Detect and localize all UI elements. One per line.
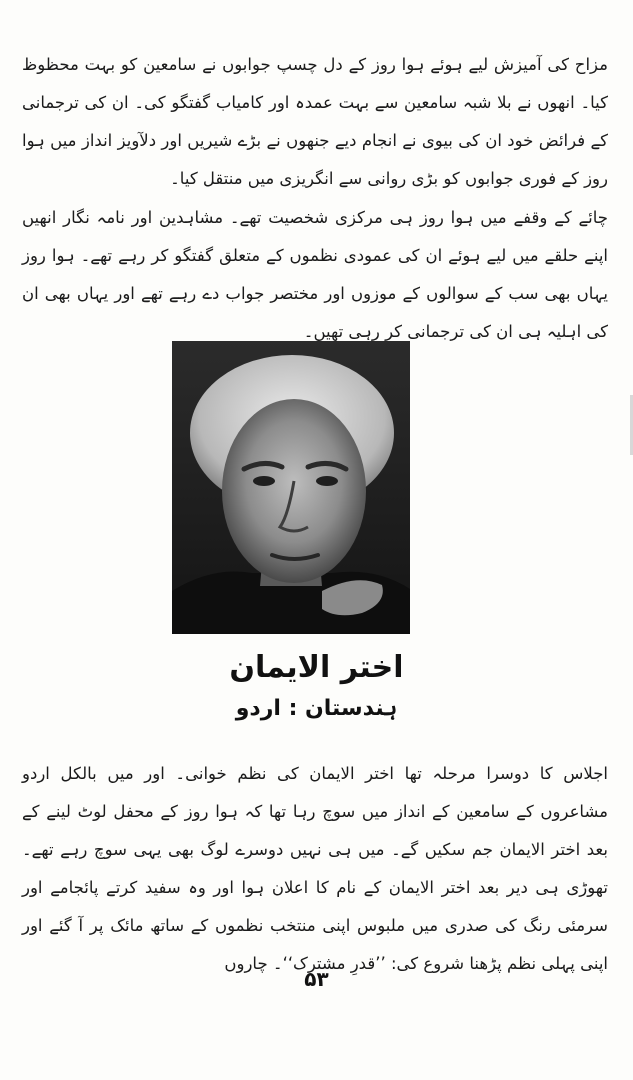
poet-name-caption: اختر الایمان bbox=[229, 650, 404, 685]
portrait-photo bbox=[172, 341, 410, 634]
paragraph-hawaroz-answers: مزاح کی آمیزش لیے ہوئے ہوا روز کے دل چسپ جوابوں نے سامعین کو بہت محظوظ کیا۔ انھوں نے بلا شبہ سامعین سے بہت عمدہ اور کامیاب گفتگو کی۔ ان کی ترجمانی کے فرائض خود ان کی بیوی نے انجام دیے جنھوں نے بڑے شیریں اور دلآویز انداز میں ہوا روز کے فوری جوابوں کو بڑی روانی سے انگریزی میں منتقل کیا۔ bbox=[22, 55, 608, 188]
paragraph-tea-break: چائے کے وقفے میں ہوا روز ہی مرکزی شخصیت تھے۔ مشاہدین اور نامہ نگار انھیں اپنے حلقے میں لیے ہوئے ان کی عمودی نظموں کے متعلق گفتگو کر رہے تھے۔ ہوا روز یہاں بھی سب کے سوالوں کے موزوں اور مختصر جواب دے رہے تھے اور یہاں بھی ان کی اہلیہ ہی ان کی ترجمانی کر رہی تھیں۔ bbox=[22, 208, 608, 341]
poet-country-caption: ہندستان : اردو bbox=[235, 696, 398, 721]
page-number: ۵۳ bbox=[304, 967, 329, 991]
paragraph-second-session: اجلاس کا دوسرا مرحلہ تھا اختر الایمان کی نظم خوانی۔ اور میں بالکل اردو مشاعروں کے سامعین کے انداز میں سوچ رہا تھا کہ ہوا روز کے محفل لوٹ لینے کے بعد اختر الایمان جم سکیں گے۔ میں ہی نہیں دوسرے لوگ بھی یہی سوچ رہے تھے۔ تھوڑی ہی دیر بعد اختر الایمان کے نام کا اعلان ہوا اور وہ سفید کرتے پائجامے اور سرمئی رنگ کی صدری میں ملبوس اپنی منتخب نظموں کے ساتھ مائک پر آ گئے اور اپنی پہلی نظم پڑھنا شروع کی: ’’قدرِ مشترک‘‘۔ چاروں bbox=[22, 764, 608, 973]
